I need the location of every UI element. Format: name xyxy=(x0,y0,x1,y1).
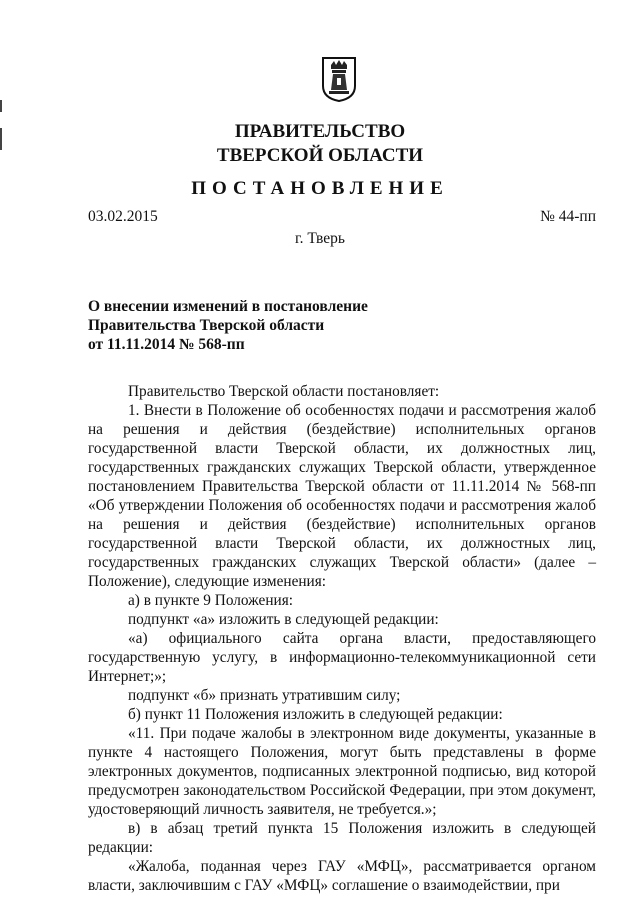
body-paragraph: Правительство Тверской области постановляет: xyxy=(128,383,440,400)
org-line-1: ПРАВИТЕЛЬСТВО xyxy=(234,121,406,142)
document-body xyxy=(88,382,596,895)
coat-of-arms-emblem xyxy=(321,56,357,102)
subject-line-3: от 11.11.2014 № 568-пп xyxy=(88,336,245,353)
document-date: 03.02.2015 xyxy=(88,208,158,225)
scan-edge-mark xyxy=(0,100,2,112)
body-paragraph: а) в пункте 9 Положения: xyxy=(128,592,293,609)
body-paragraph: подпункт «а» изложить в следующей редакции: xyxy=(128,611,439,628)
document-number: № 44-пп xyxy=(540,208,596,225)
subject-line-1: О внесении изменений в постановление xyxy=(88,298,368,315)
subject-line-2: Правительства Тверской области xyxy=(88,317,325,334)
body-paragraph: «11. При подаче жалобы в электронном виде документы, указанные в пункте 4 настоящего Положения, могут быть представлены в форме электронных документов, подписанных электронной подписью, вид которой предусмотрен законодательством Российской Федерации, при этом документ, удостоверяющий личность заявителя, не требуется.»; xyxy=(88,725,596,818)
document-city: г. Тверь xyxy=(295,230,345,247)
body-paragraph: в) в абзац третий пункта 15 Положения изложить в следующей редакции: xyxy=(88,820,596,856)
body-paragraph: б) пункт 11 Положения изложить в следующей редакции: xyxy=(128,706,503,723)
body-paragraph: «Жалоба, поданная через ГАУ «МФЦ», рассматривается органом власти, заключившим с ГАУ «МФЦ» соглашение о взаимодействии, при xyxy=(88,858,596,894)
org-line-2: ТВЕРСКОЙ ОБЛАСТИ xyxy=(216,145,424,166)
document-type: ПОСТАНОВЛЕНИЕ xyxy=(191,178,449,199)
document-subject xyxy=(88,297,368,354)
body-paragraph: «а) официального сайта органа власти, предоставляющего государственную услугу, в информационно-телекоммуникационной сети Интернет;»; xyxy=(88,630,596,685)
body-paragraph: подпункт «б» признать утратившим силу; xyxy=(128,687,401,704)
organization-name xyxy=(0,120,640,168)
body-paragraph: 1. Внести в Положение об особенностях подачи и рассмотрения жалоб на решения и действия (бездействие) исполнительных органов государственной власти Тверской области, их должностных лиц, государственных гражданских служащих Тверской области, утвержденное постановлением Правительства Тверской области от 11.11.2014 № 568-пп «Об утверждении Положения об особенностях подачи и рассмотрения жалоб на решения и действия (бездействие) исполнительных органов государственной власти Тверской области, их должностных лиц, государственных гражданских служащих Тверской области» (далее – Положение), следующие изменения: xyxy=(88,402,596,590)
